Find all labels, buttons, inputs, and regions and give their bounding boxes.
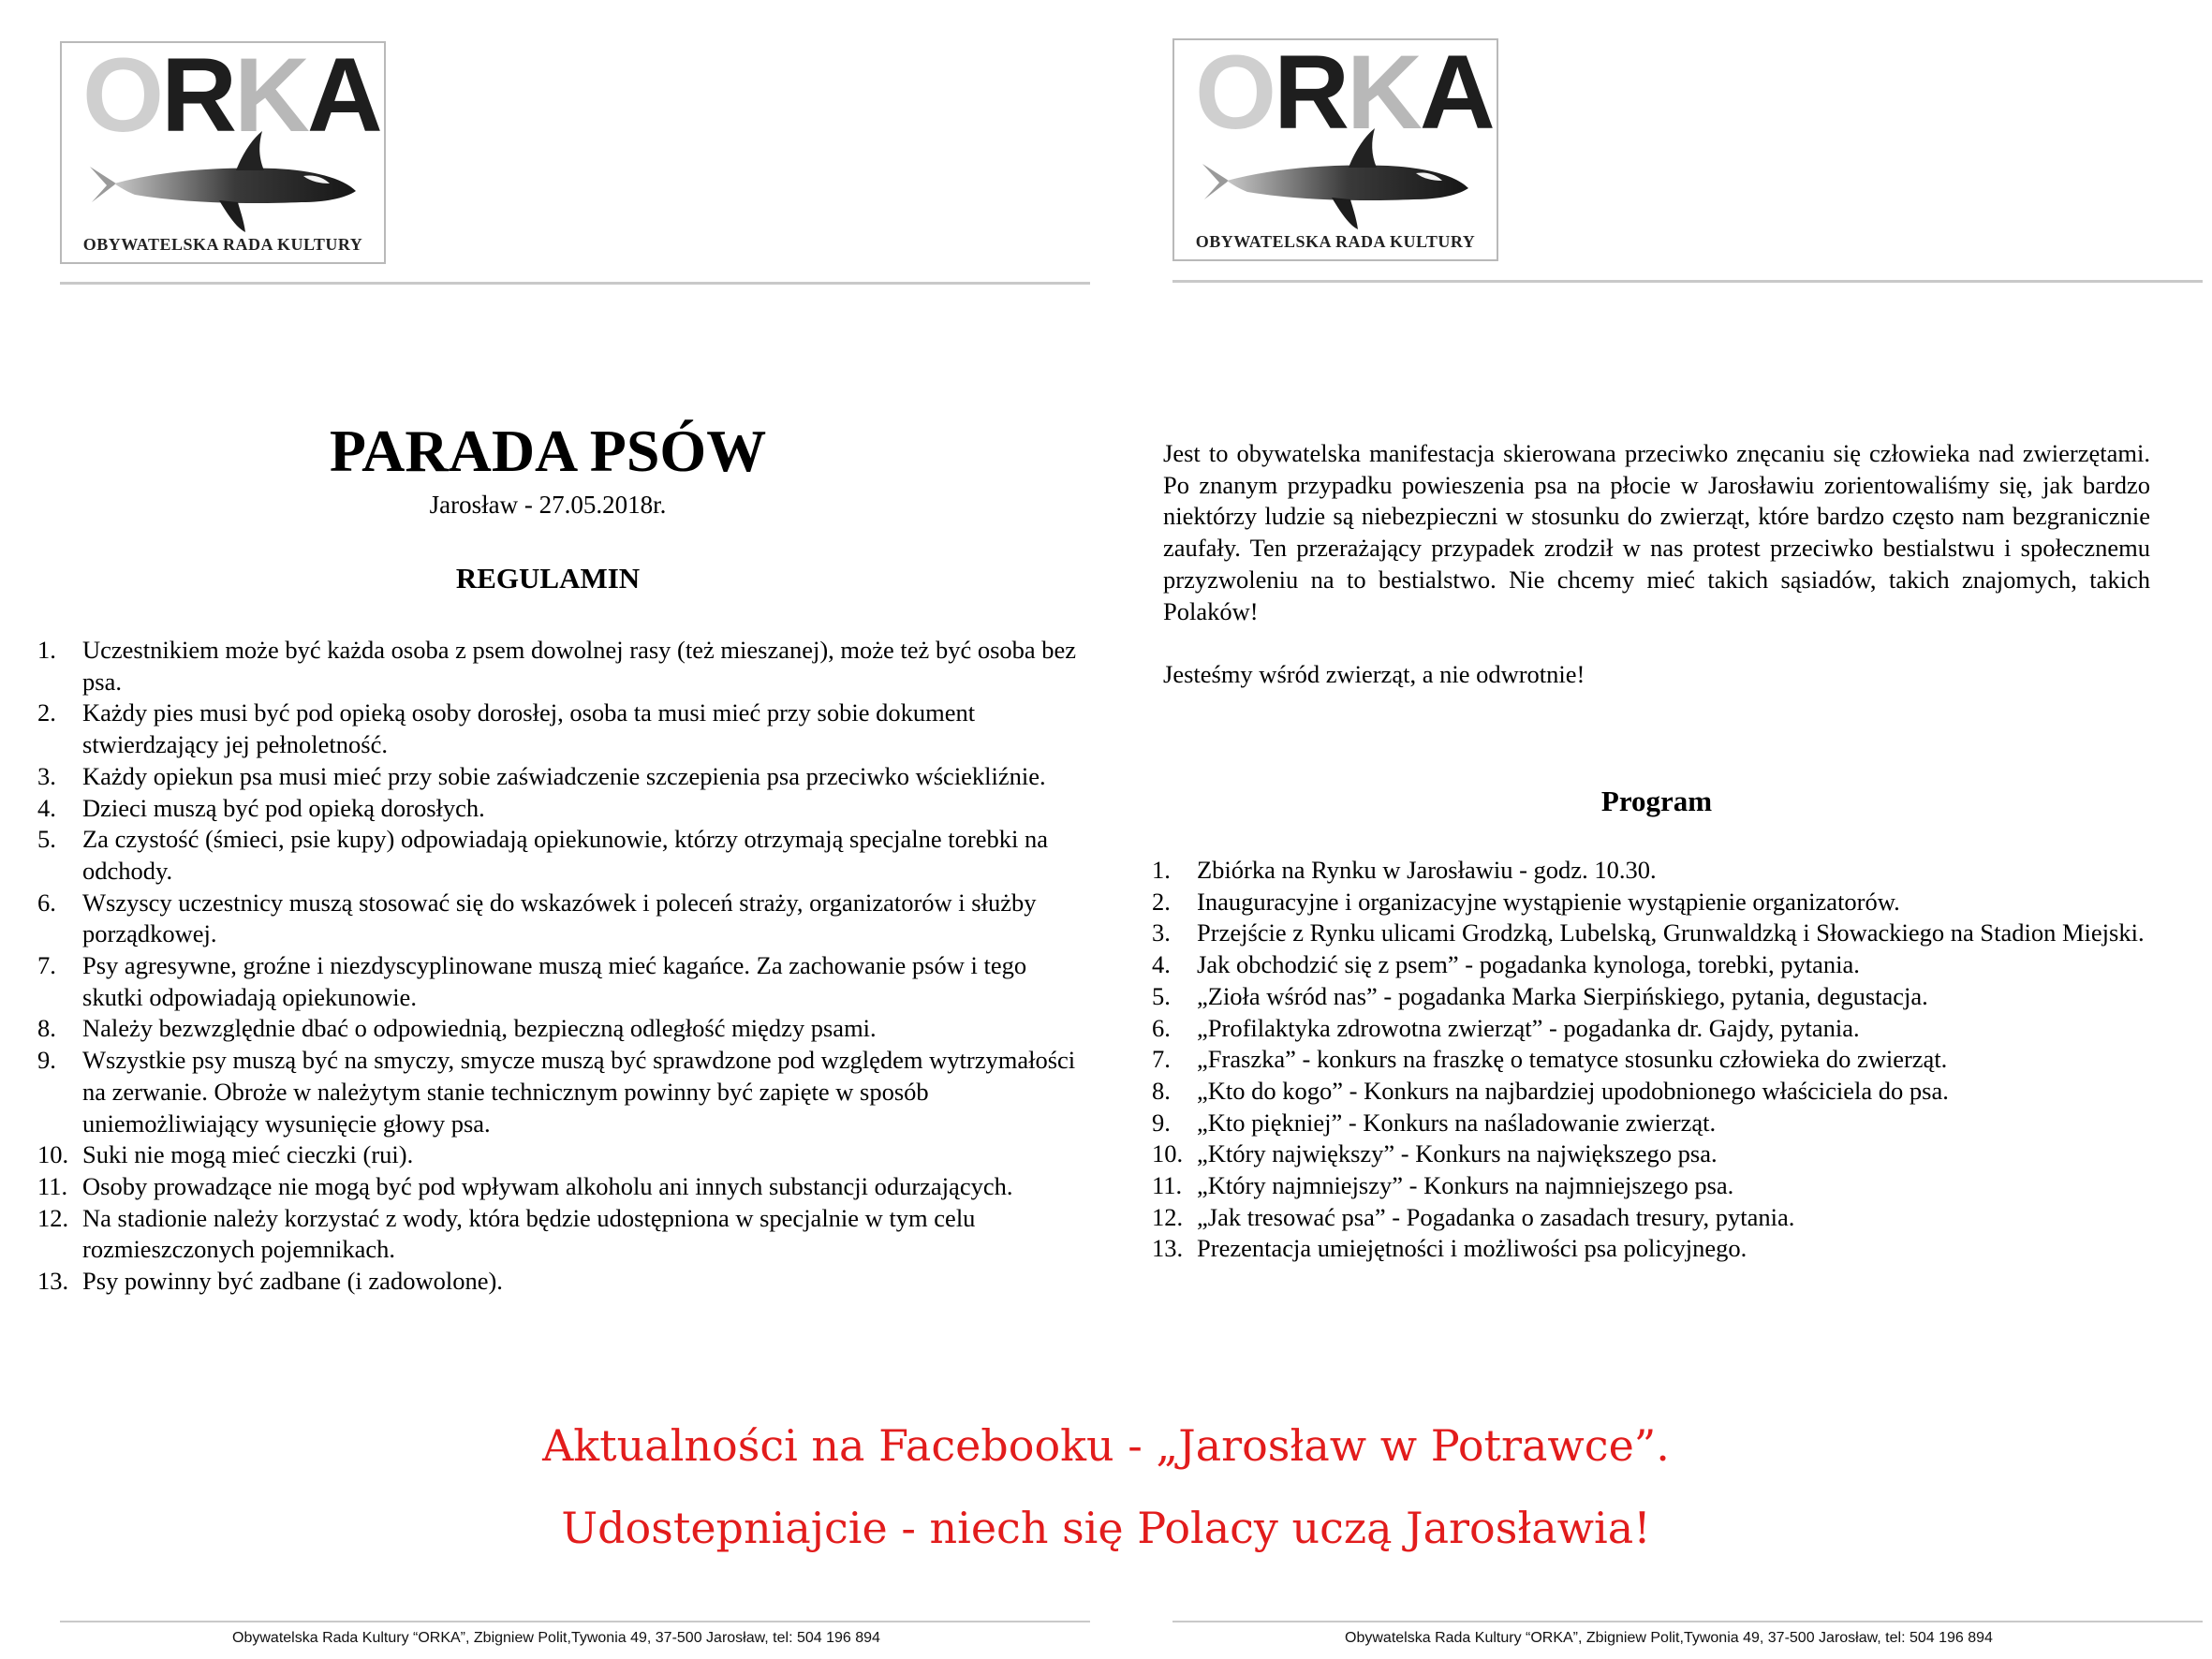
program-list [1152,855,2173,1265]
program-item [1152,1076,2173,1108]
program-item [1152,855,2173,887]
intro-paragraph: Jest to obywatelska manifestacja skierowana przeciwko znęcaniu się człowieka nad zwierzętami. Po znanym przypadku powieszenia psa na płocie w Jarosławiu zorientowaliśmy się, jak bardzo niektórzy ludzie są niebezpieczni w stosunku do zwierząt, które bardzo często nam bezgranicznie zaufały. Ten przerażający przypadek zrodził w nas protest przeciwko bestialstwu i społecznemu przyzwoleniu na to bestialstwo. Nie chcemy mieć takich sąsiadów, takich znajomych, takich Polaków! [1163,439,2150,625]
rule-item-number: 13. [37,1267,69,1296]
rule-item-text: Wszyscy uczestnicy muszą stosować się do wskazówek i poleceń straży, organizatorów i służby porządkowej. [82,888,1037,948]
header-divider-left [60,282,1090,285]
logo-caption: OBYWATELSKA RADA KULTURY [1195,232,1476,251]
program-item-number: 1. [1152,856,1171,884]
rule-item-number: 7. [37,951,56,980]
logo-wordmark: ORKA [82,37,380,154]
header-divider-right [1172,280,2203,283]
rule-item-text: Dzieci muszą być pod opieką dorosłych. [82,793,485,822]
rule-item-text: Uczestnikiem może być każda osoba z psem dowolnej rasy (też mieszanej), może też być osoba bez psa. [82,636,1077,696]
footer-contact-left: Obywatelska Rada Kultury “ORKA”, Zbigniew Polit,Tywonia 49, 37-500 Jarosław, tel: 504 196 894 [232,1630,880,1646]
program-item-number: 3. [1152,918,1171,947]
rule-item-number: 9. [37,1046,56,1075]
program-item [1152,981,2173,1013]
page-title: PARADA PSÓW [329,418,767,484]
program-item-text: „Zioła wśród nas” - pogadanka Marka Sierpińskiego, pytania, degustacja. [1197,981,1928,1010]
rule-item [37,1203,1077,1266]
program-item-text: „Który największy” - Konkurs na największego psa. [1197,1139,1718,1168]
program-heading: Program [1600,785,1713,817]
rule-item-number: 4. [37,793,56,822]
rule-item [37,888,1077,950]
rule-item-number: 5. [37,825,56,854]
rule-item [37,697,1077,760]
program-item-number: 6. [1152,1013,1171,1042]
program-item [1152,1138,2173,1170]
orca-icon [1191,126,1482,229]
program-item-number: 2. [1152,887,1171,916]
program-item-text: „Który najmniejszy” - Konkurs na najmniejszego psa. [1197,1171,1734,1200]
footer-contact-right: Obywatelska Rada Kultury “ORKA”, Zbigniew Polit,Tywonia 49, 37-500 Jarosław, tel: 504 196 894 [1345,1630,1993,1646]
rule-item [37,1266,1077,1298]
program-item-number: 12. [1152,1202,1184,1231]
program-item [1152,918,2173,949]
footer-divider-left [60,1621,1090,1622]
program-item-text: „Fraszka” - konkurs na fraszkę o tematyce stosunku człowieka do zwierząt. [1197,1045,1948,1074]
rule-item-text: Psy powinny być zadbane (i zadowolone). [82,1267,503,1296]
rule-item-number: 2. [37,698,56,727]
program-item-text: Inauguracyjne i organizacyjne wystąpienie wystąpienie organizatorów. [1197,887,1900,916]
rule-item-number: 1. [37,636,56,664]
regulations-heading: REGULAMIN [455,562,641,595]
rule-item [37,1045,1077,1139]
motto-text: Jesteśmy wśród zwierząt, a nie odwrotnie! [1163,660,1585,688]
event-date: Jarosław - 27.05.2018r. [429,491,667,519]
rule-item-text: Osoby prowadzące nie mogą być pod wpływam alkoholu ani innych substancji odurzających. [82,1171,1013,1200]
footer-divider-right [1172,1621,2203,1622]
program-item [1152,1233,2173,1265]
program-item-number: 9. [1152,1108,1171,1137]
program-item-text: Przejście z Rynku ulicami Grodzką, Lubelską, Grunwaldzką i Słowackiego na Stadion Miejski. [1197,918,2145,947]
rule-item [37,824,1077,887]
program-item-number: 10. [1152,1139,1184,1168]
program-item-text: Zbiórka na Rynku w Jarosławiu - godz. 10.30. [1197,856,1657,884]
rule-item-number: 11. [37,1171,68,1200]
program-item-text: „Kto piękniej” - Konkurs na naśladowanie zwierząt. [1197,1108,1717,1137]
rule-item [37,1171,1077,1203]
rule-item-number: 3. [37,761,56,790]
logo-caption: OBYWATELSKA RADA KULTURY [82,235,363,254]
orca-icon [79,129,369,232]
regulations-list [37,635,1077,1298]
program-item-text: „Jak tresować psa” - Pogadanka o zasadach tresury, pytania. [1197,1202,1795,1231]
program-item-text: „Kto do kogo” - Konkurs na najbardziej upodobnionego właściciela do psa. [1197,1076,1949,1105]
program-item-number: 5. [1152,981,1171,1010]
program-item [1152,1202,2173,1234]
program-item-number: 8. [1152,1076,1171,1105]
program-item [1152,1044,2173,1076]
rule-item [37,1013,1077,1045]
rule-item-number: 10. [37,1140,69,1169]
rule-item-number: 6. [37,888,56,917]
program-item-number: 11. [1152,1171,1183,1200]
rule-item-text: Psy agresywne, groźne i niezdyscyplinowane muszą mieć kagańce. Za zachowanie psów i tego skutki odpowiadają opiekunowie. [82,951,1027,1011]
program-item [1152,949,2173,981]
rule-item-text: Każdy opiekun psa musi mieć przy sobie zaświadczenie szczepienia psa przeciwko wściekliźnie. [82,761,1046,790]
rule-item [37,1139,1077,1171]
rule-item-text: Suki nie mogą mieć cieczki (rui). [82,1140,414,1169]
logo-wordmark: ORKA [1195,34,1493,151]
program-item-number: 13. [1152,1234,1184,1263]
share-appeal: Udostepniajcie - niech się Polacy uczą Jarosławia! [561,1503,1651,1553]
rule-item-number: 8. [37,1014,56,1043]
rule-item-text: Każdy pies musi być pod opieką osoby dorosłej, osoba ta musi mieć przy sobie dokument stwierdzający jej pełnoletność. [82,698,976,759]
rule-item [37,793,1077,825]
program-item [1152,1013,2173,1045]
rule-item [37,761,1077,793]
program-item [1152,1170,2173,1202]
logo-left [60,37,386,264]
program-item-text: Jak obchodzić się z psem” - pogadanka kynologa, torebki, pytania. [1197,950,1860,979]
rule-item [37,635,1077,697]
program-item-text: Prezentacja umiejętności i możliwości psa policyjnego. [1197,1234,1747,1263]
program-item [1152,887,2173,918]
logo-right [1172,34,1498,261]
facebook-notice: Aktualności na Facebooku - „Jarosław w Potrawce”. [542,1420,1670,1471]
program-item-text: „Profilaktyka zdrowotna zwierząt” - pogadanka dr. Gajdy, pytania. [1197,1013,1860,1042]
program-item-number: 4. [1152,950,1171,979]
rule-item-text: Należy bezwzględnie dbać o odpowiednią, bezpieczną odległość między psami. [82,1014,877,1043]
rule-item-number: 12. [37,1203,69,1232]
rule-item [37,950,1077,1013]
rule-item-text: Wszystkie psy muszą być na smyczy, smycze muszą być sprawdzone pod względem wytrzymałości na zerwanie. Obroże w należytym stanie technicznym powinny być zapięte w sposób uniemożliwiający wysunięcie głowy psa. [82,1046,1076,1138]
program-item [1152,1108,2173,1139]
rule-item-text: Za czystość (śmieci, psie kupy) odpowiadają opiekunowie, którzy otrzymają specjalne torebki na odchody. [82,825,1048,885]
rule-item-text: Na stadionie należy korzystać z wody, która będzie udostępniona w specjalnie w tym celu rozmieszczonych pojemnikach. [82,1203,976,1264]
program-item-number: 7. [1152,1045,1171,1074]
